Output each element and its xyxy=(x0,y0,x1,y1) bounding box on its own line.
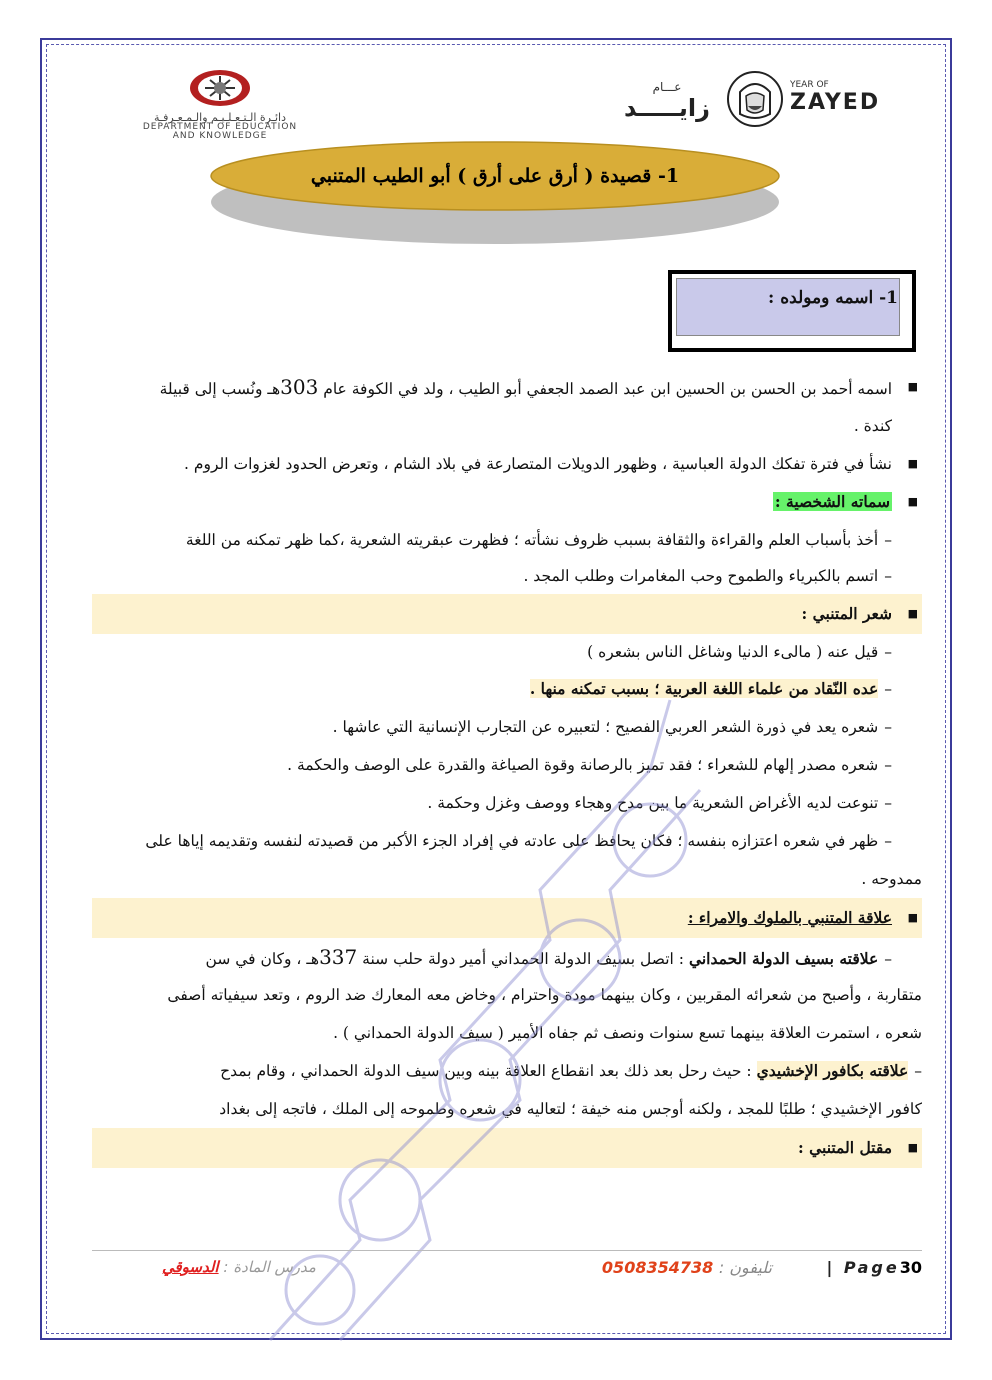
teacher-label: مدرس المادة : xyxy=(223,1258,316,1276)
year-number: 337 xyxy=(319,945,358,969)
line-text: قيل عنه ( مالىء الدنيا وشاغل الناس بشعره ) xyxy=(587,643,879,661)
teacher-info xyxy=(162,1258,316,1276)
adek-logo-english-2: AND KNOWLEDGE xyxy=(172,131,268,141)
line-text: هـ ، وكان في سن xyxy=(205,950,320,968)
dash-bullet: – xyxy=(884,756,892,774)
line-text: أخذ بأسباب العلم والقراءة والثقافة بسبب ظروف نشأته ؛ فظهرت عبقريته الشعرية ،كما ظهر تمكنه من اللغة xyxy=(185,531,879,549)
footer-divider xyxy=(92,1250,922,1251)
line-text: : اتصل بسيف الدولة الحمداني أمير دولة حلب سنة xyxy=(357,950,689,968)
phone-label: تليفون : xyxy=(718,1258,772,1277)
list-item-continuation xyxy=(92,860,922,898)
abu-dhabi-emblem-icon xyxy=(185,68,255,108)
line-text: نشأ في فترة تفكك الدولة العباسية ، وظهور الدويلات المتصارعة في بلاد الشام ، وتعرض الحدود لغزوات الروم . xyxy=(184,455,892,473)
adek-logo-english-1: DEPARTMENT OF EDUCATION xyxy=(142,122,298,132)
year-of-zayed-arabic-small: عـــام xyxy=(652,80,682,94)
year-of-zayed-arabic-big: زايـــــد xyxy=(624,94,710,122)
heading-traits xyxy=(92,482,922,522)
square-bullet-icon: ■ xyxy=(907,380,918,393)
section-box-label: 1- اسمه ومولده : xyxy=(768,288,898,308)
list-item-continuation xyxy=(92,976,922,1014)
dash-bullet: – xyxy=(884,680,892,698)
list-item-continuation xyxy=(92,406,922,446)
heading-death xyxy=(92,1128,922,1168)
line-text: شعره يعد في ذورة الشعر العربي الفصيح ؛ لتعبيره عن التجارب الإنسانية التي عاشها . xyxy=(332,718,879,736)
dash-bullet: – xyxy=(884,832,892,850)
dash-bullet: – xyxy=(884,950,892,968)
heading-poetry-text: شعر المتنبي : xyxy=(801,604,892,623)
line-text: اتسم بالكبرياء والطموح وحب المغامرات وطلب المجد . xyxy=(523,567,879,585)
adek-logo xyxy=(90,68,350,141)
line-text-highlighted: عده النّقاد من علماء اللغة العربية ؛ بسبب تمكنه منها . xyxy=(529,679,879,698)
footer xyxy=(92,1258,922,1284)
line-text: كندة . xyxy=(853,417,892,435)
line-text: كافور الإخشيدي ؛ طلبًا للمجد ، ولكنه أوجس منه خيفة ؛ لتعاليه في شعره وطموحه إلى الملك ، فاتجه إلى بغداد xyxy=(219,1100,922,1118)
list-item xyxy=(92,746,922,784)
zayed-portrait-icon xyxy=(726,70,784,128)
line-text-bold: علاقته بسيف الدولة الحمداني xyxy=(688,949,879,968)
year-of-zayed-english-big: ZAYED xyxy=(790,90,881,115)
heading-kings-text: علاقة المتنبي بالملوك والامراء : xyxy=(687,908,892,927)
line-text: تنوعت لديه الأغراض الشعرية ما بين مدح وهجاء ووصف وغزل وحكمة . xyxy=(427,794,879,812)
line-text: اسمه أحمد بن الحسن بن الحسين ابن عبد الصمد الجعفي أبو الطيب ، ولد في الكوفة عام xyxy=(318,380,892,398)
square-bullet-icon: ■ xyxy=(907,1141,918,1154)
line-text-bold: علاقته بكافور الإخشيدي xyxy=(756,1061,909,1080)
dash-bullet: – xyxy=(884,718,892,736)
line-text: شعره ، استمرت العلاقة بينهما تسع سنوات ونصف ثم جفاه الأمير ( سيف الدولة الحمداني ) . xyxy=(333,1024,922,1042)
list-item xyxy=(92,784,922,822)
dash-bullet: – xyxy=(884,794,892,812)
square-bullet-icon: ■ xyxy=(907,911,918,924)
line-text: ظهر في شعره اعتزازه بنفسه ؛ فكان يحافظ على عادته في إفراد الجزء الأكبر من قصيدته لنفسه وتقديمه إياها على xyxy=(145,832,879,850)
list-item xyxy=(92,1052,922,1090)
heading-death-text: مقتل المتنبي : xyxy=(797,1138,892,1157)
dash-bullet: – xyxy=(884,531,892,549)
adek-logo-arabic: دائـرة الـتـعـلـيـم والـمـعـرفـة xyxy=(154,111,286,124)
year-of-zayed-english xyxy=(790,80,880,115)
line-text: هـ ونُسب إلى قبيلة xyxy=(159,380,281,398)
page-title: 1- قصيدة ( أرق على أرق ) أبو الطيب المتنبي xyxy=(310,165,680,187)
phone-number: 0508354738 xyxy=(601,1258,714,1277)
list-item xyxy=(92,708,922,746)
heading-poetry xyxy=(92,594,922,634)
square-bullet-icon: ■ xyxy=(907,607,918,620)
main-content xyxy=(92,368,922,1168)
square-bullet-icon: ■ xyxy=(907,457,918,470)
dash-bullet: – xyxy=(884,643,892,661)
phone-info xyxy=(602,1258,772,1277)
list-item xyxy=(92,670,922,708)
year-of-zayed-arabic xyxy=(612,80,722,122)
heading-kings xyxy=(92,898,922,938)
dash-bullet: – xyxy=(884,567,892,585)
dash-bullet: – xyxy=(914,1062,922,1080)
heading-traits-text: سماته الشخصية : xyxy=(774,492,890,511)
list-item xyxy=(92,368,922,406)
section-box-name-birth xyxy=(668,270,916,352)
list-item xyxy=(92,938,922,976)
list-item xyxy=(92,558,922,594)
list-item xyxy=(92,446,922,482)
page-number: 30 xyxy=(899,1258,922,1277)
year-of-zayed-logo xyxy=(610,70,890,130)
list-item xyxy=(92,634,922,670)
line-text: ممدوحه . xyxy=(861,870,922,888)
year-number: 303 xyxy=(280,375,319,399)
teacher-name: الدسوقي xyxy=(162,1258,219,1276)
list-item-continuation xyxy=(92,1014,922,1052)
page-indicator xyxy=(827,1258,922,1277)
square-bullet-icon: ■ xyxy=(907,495,918,508)
list-item-continuation xyxy=(92,1090,922,1128)
line-text: متقاربة ، وأصبح من شعرائه المقربين ، وكان بينهما مودة واحترام ، وخاض معه المعارك ضد الروم ، وتعد سيفياته أصفى xyxy=(167,986,922,1004)
year-of-zayed-english-small: YEAR OF xyxy=(790,80,829,90)
list-item xyxy=(92,822,922,860)
line-text: : حيث رحل بعد ذلك بعد انقطاع العلاقة بينه وبين سيف الدولة الحمداني ، وقام بمدح xyxy=(220,1062,757,1080)
page-label: | Page xyxy=(826,1258,900,1277)
list-item xyxy=(92,522,922,558)
line-text: شعره مصدر إلهام للشعراء ؛ فقد تميز بالرصانة وقوة الصياغة والقدرة على الوصف والحكمة . xyxy=(287,756,879,774)
